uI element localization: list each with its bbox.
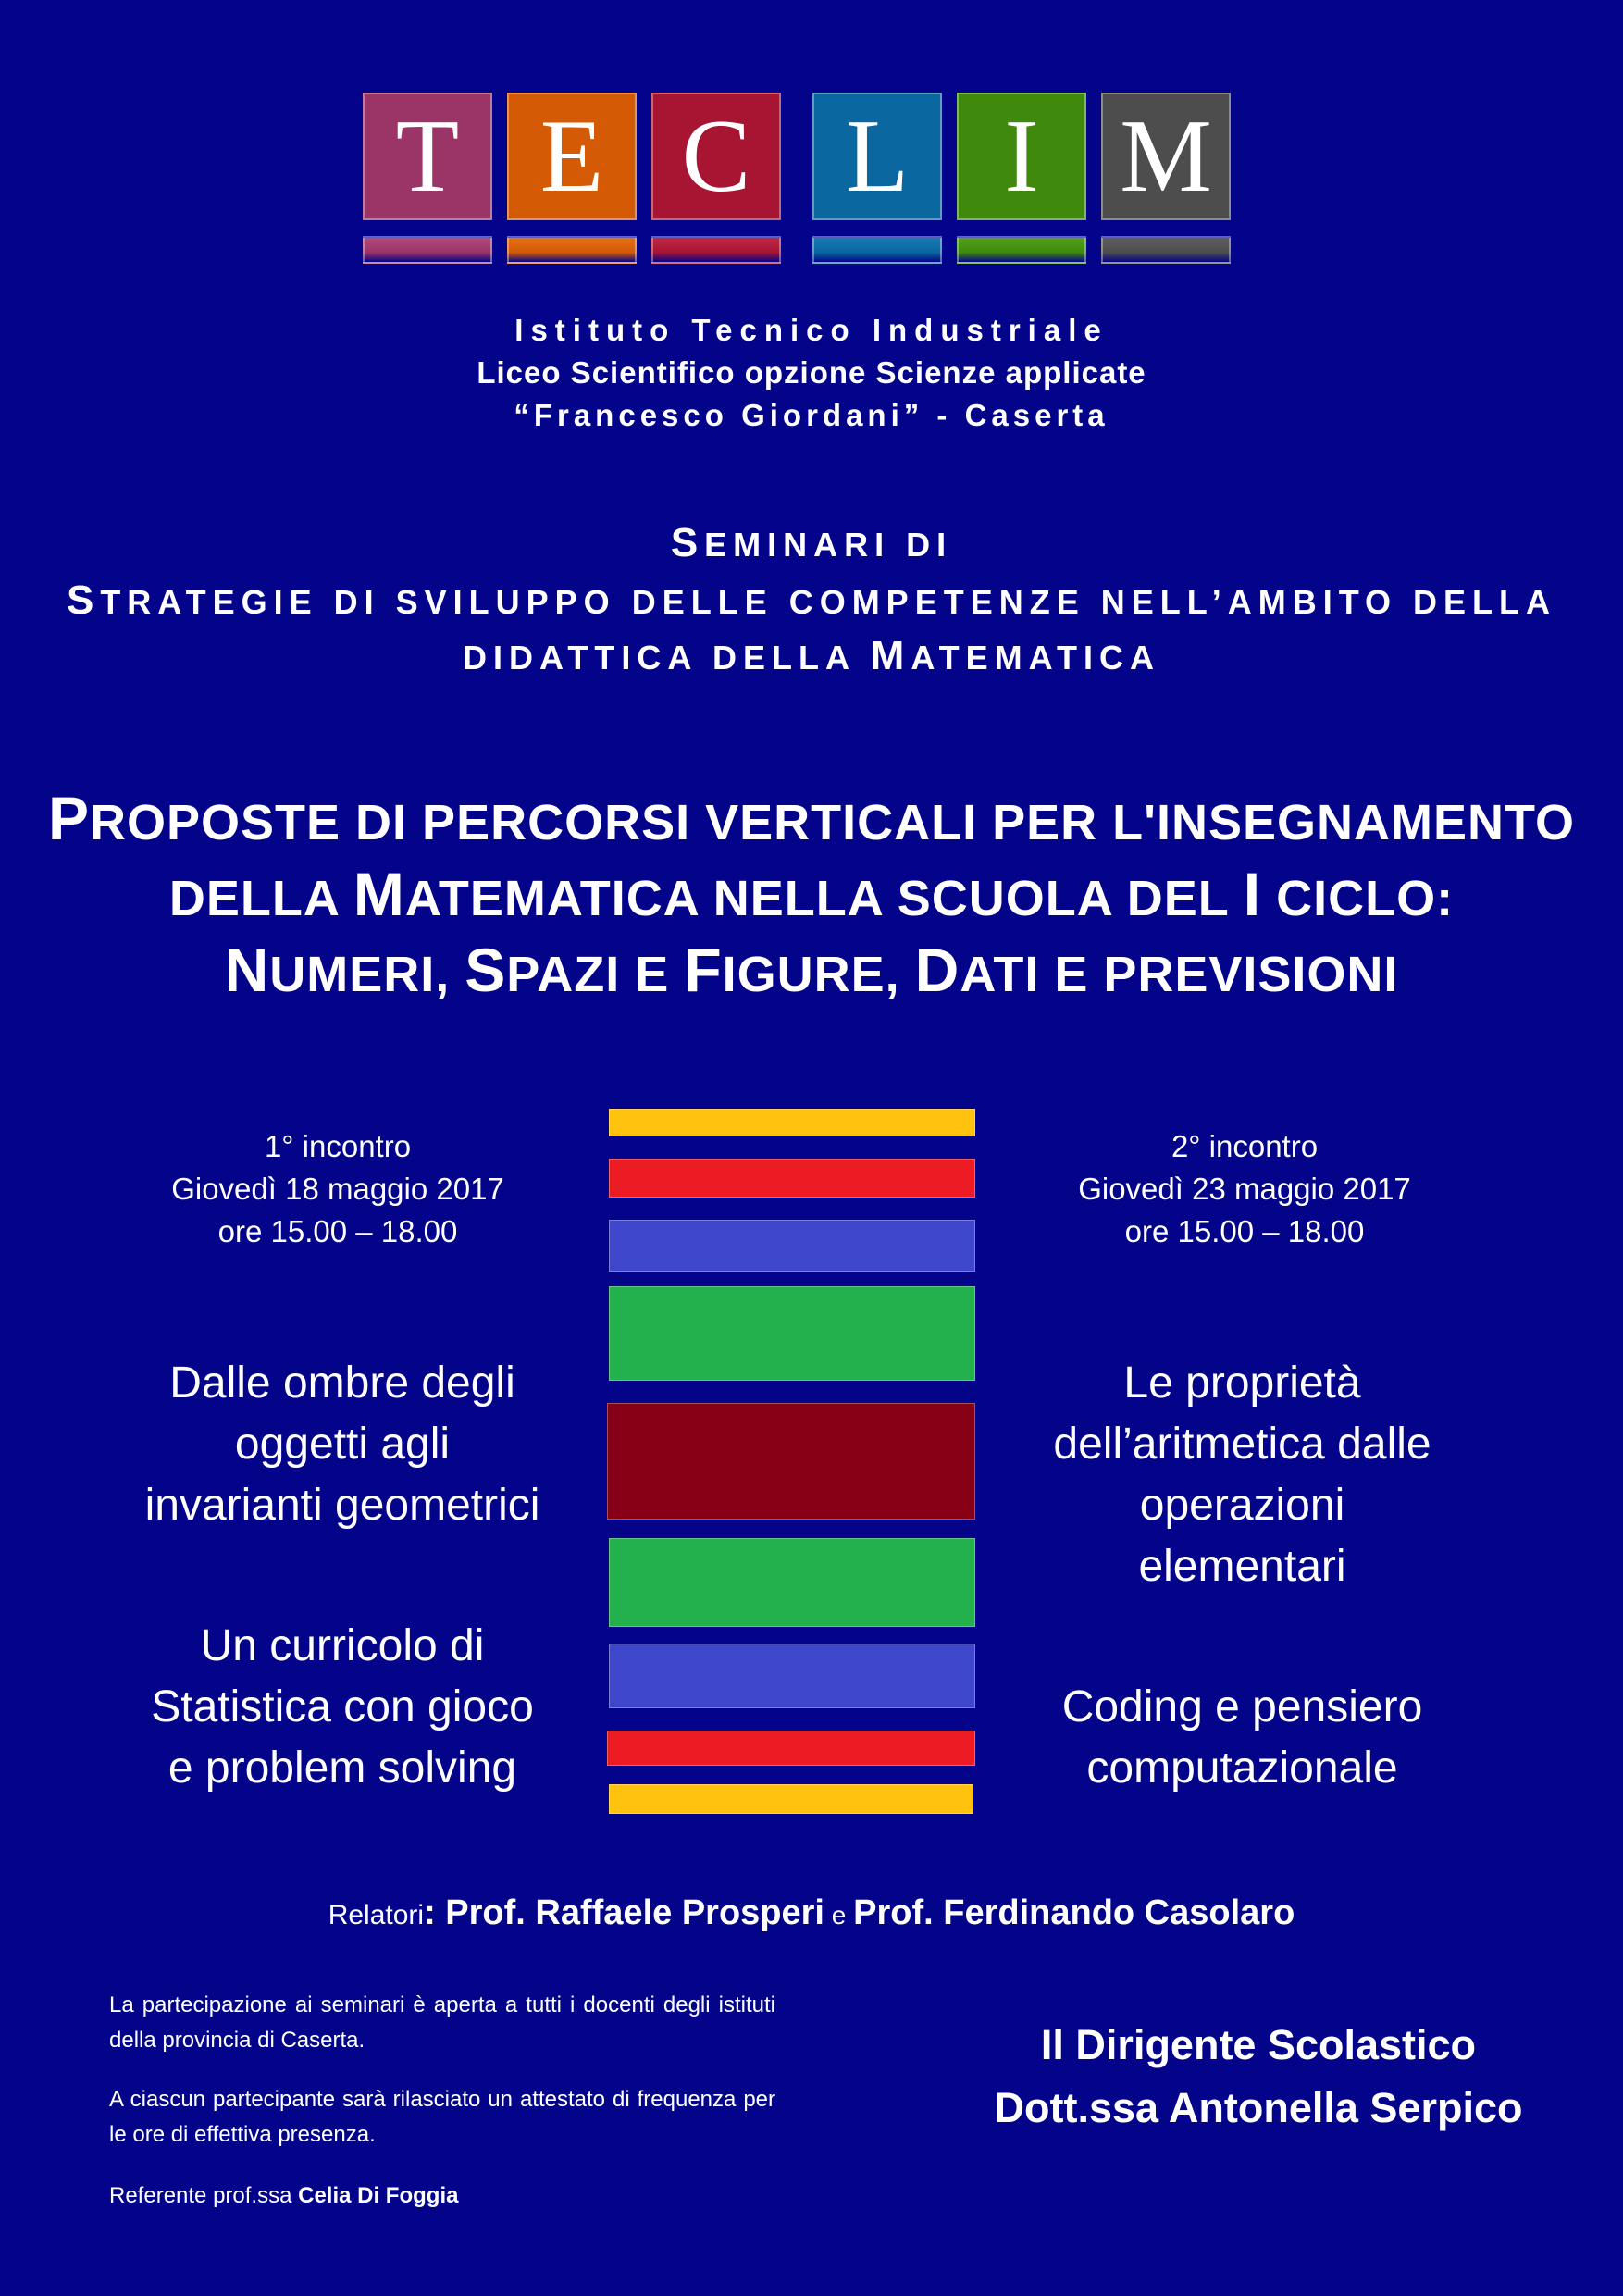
speakers-conjunction: e	[824, 1901, 854, 1930]
color-bar	[609, 1159, 975, 1198]
participation-note: La partecipazione ai seminari è aperta a tutti i docenti degli istituti della provincia di Caserta.	[109, 1992, 775, 2053]
title-text: ATI E PREVISIONI	[960, 947, 1399, 1002]
logo-tile-c	[651, 93, 781, 220]
seminar-cap: S	[670, 520, 705, 565]
topic-line: elementari	[1138, 1542, 1346, 1591]
logo-reflection	[363, 236, 492, 264]
title-cap: P	[47, 784, 90, 852]
topic-coding	[1009, 1677, 1476, 1799]
title-text: DELLA	[168, 871, 353, 926]
meeting-date: Giovedì 23 maggio 2017	[1078, 1172, 1411, 1206]
topic-line: dell’aritmetica dalle	[1053, 1420, 1431, 1469]
color-bar	[607, 1403, 975, 1520]
topic-ombre	[102, 1353, 583, 1536]
color-bar	[609, 1644, 975, 1708]
color-bar	[609, 1220, 975, 1272]
speakers-colon: :	[424, 1893, 446, 1932]
title-cap: S	[465, 936, 507, 1004]
director-name: Dott.ssa Antonella Serpico	[994, 2084, 1523, 2131]
topic-line: e problem solving	[167, 1744, 517, 1793]
topic-line: invarianti geometrici	[144, 1481, 540, 1530]
seminar-heading	[0, 520, 1623, 566]
color-bar	[607, 1731, 975, 1766]
title-cap: M	[353, 860, 405, 928]
title-cap: N	[224, 936, 270, 1004]
title-text: CICLO:	[1261, 871, 1455, 926]
logo-letter: C	[681, 99, 751, 214]
logo-tile-m	[1101, 93, 1231, 220]
logo-reflection	[957, 236, 1086, 264]
title-text: ROPOSTE DI PERCORSI VERTICALI PER L'INSEGNAMENTO	[90, 795, 1576, 850]
seminar-text: DIDATTICA DELLA	[463, 639, 871, 676]
logo-tile-l	[812, 93, 942, 220]
logo-reflection	[812, 236, 942, 264]
institute-line-2: Liceo Scientifico opzione Scienze applicate	[477, 355, 1146, 390]
seminar-cap: M	[870, 633, 911, 678]
logo-reflection	[507, 236, 637, 264]
main-title-line-1	[0, 783, 1623, 853]
topic-statistica	[102, 1616, 583, 1799]
seminar-text: TRATEGIE DI SVILUPPO DELLE COMPETENZE NELL’AMBITO DELLA	[100, 583, 1557, 621]
director-signature	[944, 2014, 1573, 2140]
institute-line-3: “Francesco Giordani” - Caserta	[514, 398, 1109, 432]
logo-tile-e	[507, 93, 637, 220]
seminar-cap: S	[66, 577, 101, 623]
certificate-note: A ciascun partecipante sarà rilasciato un attestato di frequenza per le ore di effettiva presenza.	[109, 2087, 775, 2147]
topic-line: Un curricolo di	[200, 1621, 485, 1670]
institute-line-1: Istituto Tecnico Industriale	[514, 313, 1109, 347]
title-cap: D	[914, 936, 960, 1004]
meeting-date: Giovedì 18 maggio 2017	[171, 1172, 504, 1206]
topic-line: Dalle ombre degli	[169, 1359, 515, 1408]
referent-label: Referente prof.ssa	[109, 2183, 299, 2208]
logo-letter: I	[1004, 99, 1039, 214]
speaker-name: Prof. Ferdinando Casolaro	[853, 1893, 1295, 1932]
seminar-text: ATEMATICA	[911, 639, 1160, 676]
title-text: UMERI,	[269, 947, 465, 1002]
title-text: PAZI E	[506, 947, 685, 1002]
title-text: IGURE,	[722, 947, 915, 1002]
main-title-line-3	[0, 935, 1623, 1005]
speakers-label: Relatori	[328, 1900, 425, 1930]
topic-aritmetica	[1009, 1353, 1476, 1597]
color-bar	[609, 1109, 975, 1136]
meeting-2-info	[1018, 1125, 1471, 1253]
logo-letter: E	[539, 99, 604, 214]
meeting-1-info	[111, 1125, 564, 1253]
color-bar	[609, 1784, 973, 1814]
speaker-name: Prof. Raffaele Prosperi	[445, 1893, 824, 1932]
logo-tile-i	[957, 93, 1086, 220]
topic-line: Le proprietà	[1123, 1359, 1361, 1408]
meeting-label: 1° incontro	[264, 1129, 412, 1163]
director-title: Il Dirigente Scolastico	[1040, 2021, 1477, 2068]
meeting-label: 2° incontro	[1171, 1129, 1319, 1163]
color-bar	[609, 1538, 975, 1627]
logo-letter: M	[1120, 99, 1212, 214]
referent-name: Celia Di Foggia	[298, 2183, 459, 2208]
logo-letter: L	[845, 99, 910, 214]
title-text: ATEMATICA NELLA SCUOLA DEL	[404, 871, 1244, 926]
topic-line: operazioni	[1139, 1481, 1345, 1530]
main-title-line-2	[0, 859, 1623, 929]
logo-reflection	[651, 236, 781, 264]
title-cap: I	[1243, 860, 1262, 928]
title-cap: F	[684, 936, 723, 1004]
seminar-subtitle-2	[0, 633, 1623, 679]
speakers-line	[0, 1893, 1623, 1933]
logo-letter: T	[395, 99, 460, 214]
referent-note	[109, 2178, 775, 2214]
seminar-text: EMINARI DI	[704, 526, 953, 564]
topic-line: oggetti agli	[234, 1420, 451, 1469]
topic-line: Coding e pensiero	[1061, 1682, 1423, 1731]
meeting-time: ore 15.00 – 18.00	[1124, 1214, 1365, 1248]
meeting-time: ore 15.00 – 18.00	[217, 1214, 458, 1248]
topic-line: computazionale	[1086, 1744, 1398, 1793]
color-bar	[609, 1286, 975, 1381]
logo-reflection	[1101, 236, 1231, 264]
topic-line: Statistica con gioco	[151, 1682, 534, 1731]
seminar-subtitle-1	[0, 577, 1623, 624]
logo-tile-t	[363, 93, 492, 220]
